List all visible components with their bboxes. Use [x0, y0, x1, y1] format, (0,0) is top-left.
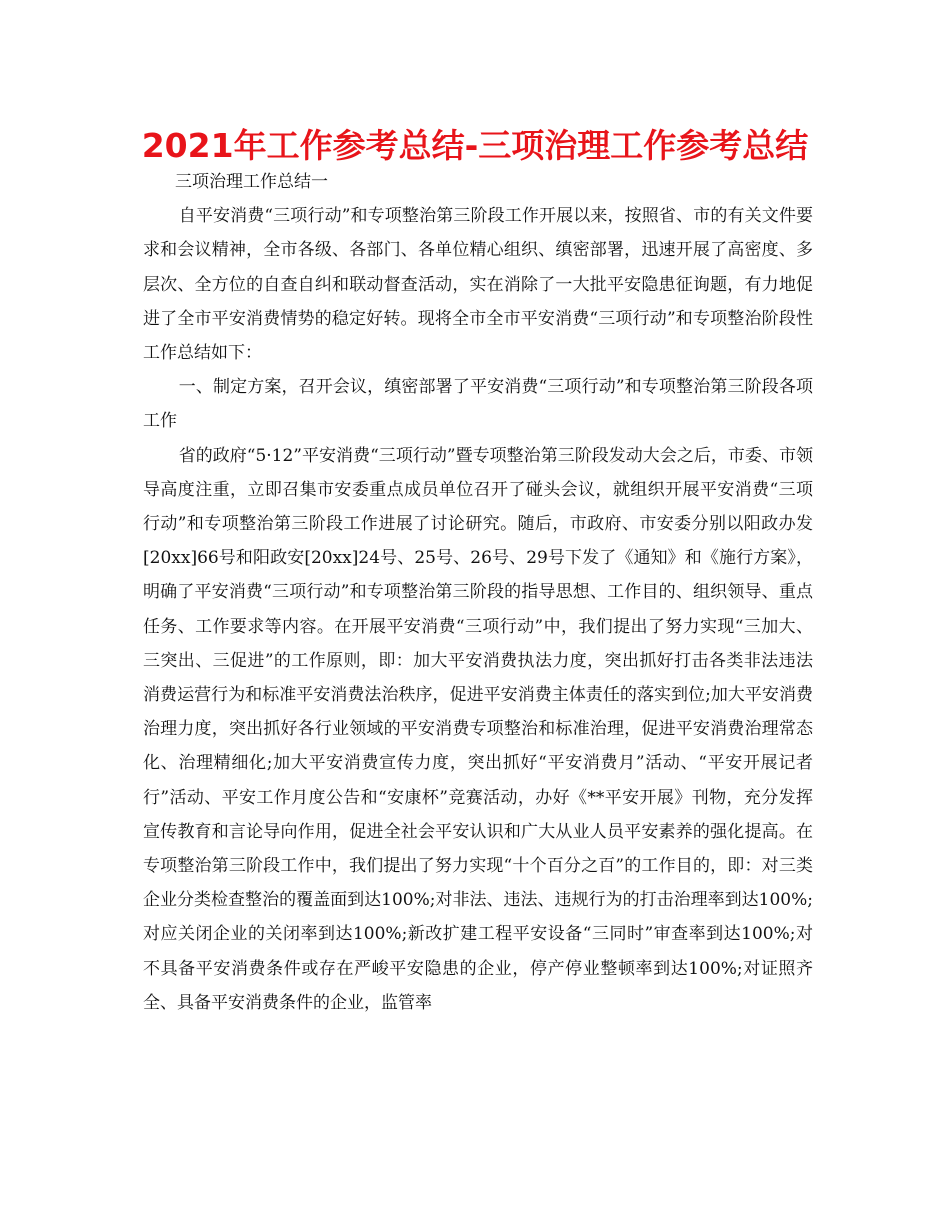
paragraph-intro: 自平安消费“三项行动”和专项整治第三阶段工作开展以来，按照省、市的有关文件要求和会议精神，全市各级、各部门、各单位精心组织、缜密部署，迅速开展了高密度、多层次、全方位的自查自纠和联动督查活动，实在消除了一大批平安隐患征询题，有力地促进了全市平安消费情势的稳定好转。现将全市全市平安消费“三项行动”和专项整治阶段性工作总结如下：	[143, 206, 813, 364]
section-subtitle: 三项治理工作总结一	[175, 172, 328, 192]
paragraph-heading-one: 一、制定方案，召开会议，缜密部署了平安消费“三项行动”和专项整治第三阶段各项工作	[143, 377, 813, 432]
document-body	[143, 165, 813, 1020]
paragraph-main: 省的政府“5·12”平安消费“三项行动”暨专项整治第三阶段发动大会之后，市委、市领导高度注重，立即召集市安委重点成员单位召开了碰头会议，就组织开展平安消费“三项行动”和专项整治第三阶段工作进展了讨论研究。随后，市政府、市安委分别以阳政办发[20xx]66号和阳政安[20xx]24号、25号、26号、29号下发了《通知》和《施行方案》，明确了平安消费“三项行动”和专项整治第三阶段的指导思想、工作目的、组织领导、重点任务、工作要求等内容。在开展平安消费“三项行动”中，我们提出了努力实现“三加大、三突出、三促进”的工作原则，即：加大平安消费执法力度，突出抓好打击各类非法违法消费运营行为和标准平安消费法治秩序，促进平安消费主体责任的落实到位;加大平安消费治理力度，突出抓好各行业领域的平安消费专项整治和标准治理，促进平安消费治理常态化、治理精细化;加大平安消费宣传力度，突出抓好“平安消费月”活动、“平安开展记者行”活动、平安工作月度公告和“安康杯”竞赛活动，办好《**平安开展》刊物，充分发挥宣传教育和言论导向作用，促进全社会平安认识和广大从业人员平安素养的强化提高。在专项整治第三阶段工作中，我们提出了努力实现“十个百分之百”的工作目的，即：对三类企业分类检查整治的覆盖面到达100%;对非法、违法、违规行为的打击治理率到达100%;对应关闭企业的关闭率到达100%;新改扩建工程平安设备“三同时”审查率到达100%;对不具备平安消费条件或存在严峻平安隐患的企业，停产停业整顿率到达100%;对证照齐全、具备平安消费条件的企业，监管率	[143, 445, 813, 1013]
document-title: 2021年工作参考总结-三项治理工作参考总结	[141, 126, 809, 165]
